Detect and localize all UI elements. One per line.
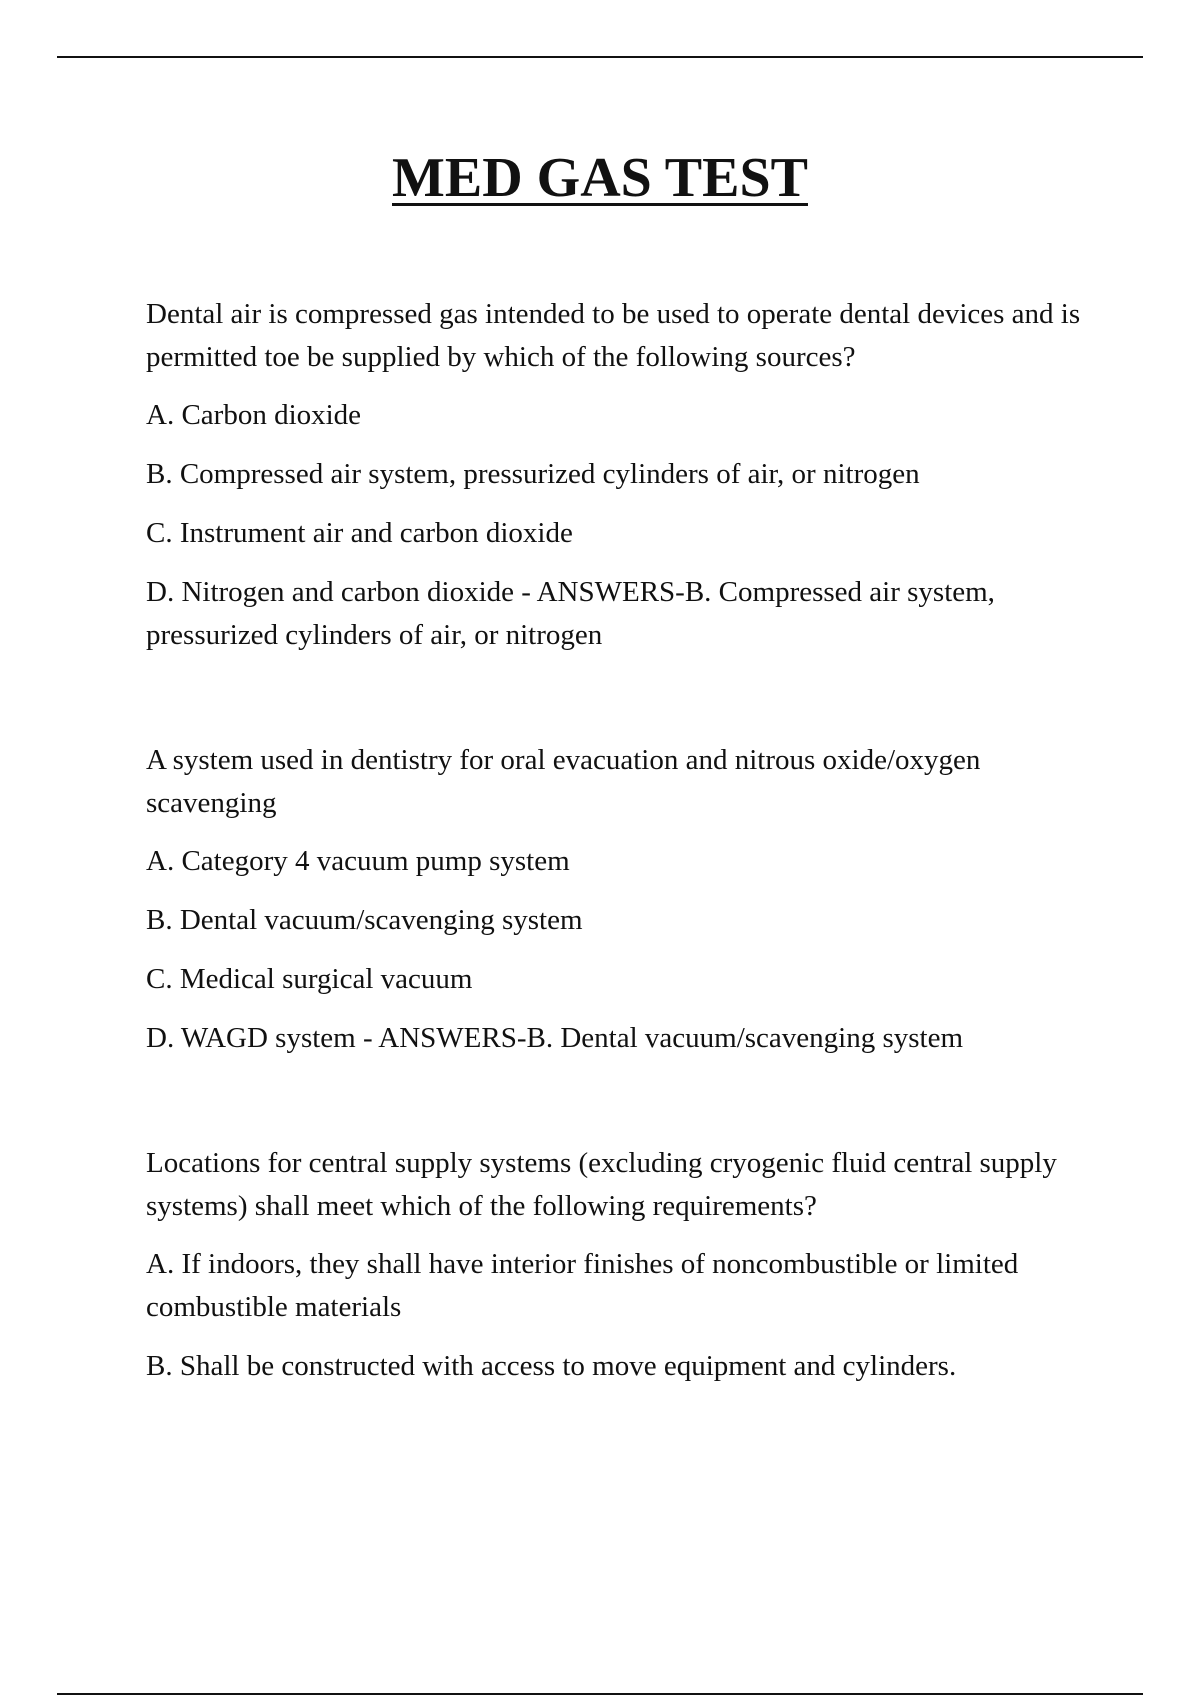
page-title-text: MED GAS TEST: [392, 147, 808, 209]
question-2: [146, 739, 1096, 1060]
question-3: [146, 1142, 1096, 1388]
option-c: C. Instrument air and carbon dioxide: [146, 517, 573, 549]
option-c: C. Medical surgical vacuum: [146, 963, 473, 995]
question-stem: A system used in dentistry for oral evacuation and nitrous oxide/oxygen scavenging: [146, 744, 981, 819]
option-a: A. Carbon dioxide: [146, 399, 362, 431]
bottom-rule: [57, 1693, 1143, 1695]
question-stem: Locations for central supply systems (excluding cryogenic fluid central supply systems) shall meet which of the following requirements?: [146, 1147, 1057, 1222]
option-d: D. Nitrogen and carbon dioxide - ANSWERS-B. Compressed air system, pressurized cylinders of air, or nitrogen: [146, 576, 995, 651]
option-b: B. Shall be constructed with access to move equipment and cylinders.: [146, 1350, 957, 1382]
page-title: [0, 146, 1200, 210]
top-rule: [57, 56, 1143, 58]
option-a: A. Category 4 vacuum pump system: [146, 845, 570, 877]
option-a: A. If indoors, they shall have interior finishes of noncombustible or limited combustible materials: [146, 1248, 1019, 1323]
question-stem: Dental air is compressed gas intended to be used to operate dental devices and is permitted toe be supplied by which of the following sources?: [146, 298, 1081, 373]
option-d: D. WAGD system - ANSWERS-B. Dental vacuum/scavenging system: [146, 1022, 964, 1054]
option-b: B. Dental vacuum/scavenging system: [146, 904, 583, 936]
option-b: B. Compressed air system, pressurized cylinders of air, or nitrogen: [146, 458, 920, 490]
question-list: [146, 293, 1096, 1404]
question-1: [146, 293, 1096, 657]
